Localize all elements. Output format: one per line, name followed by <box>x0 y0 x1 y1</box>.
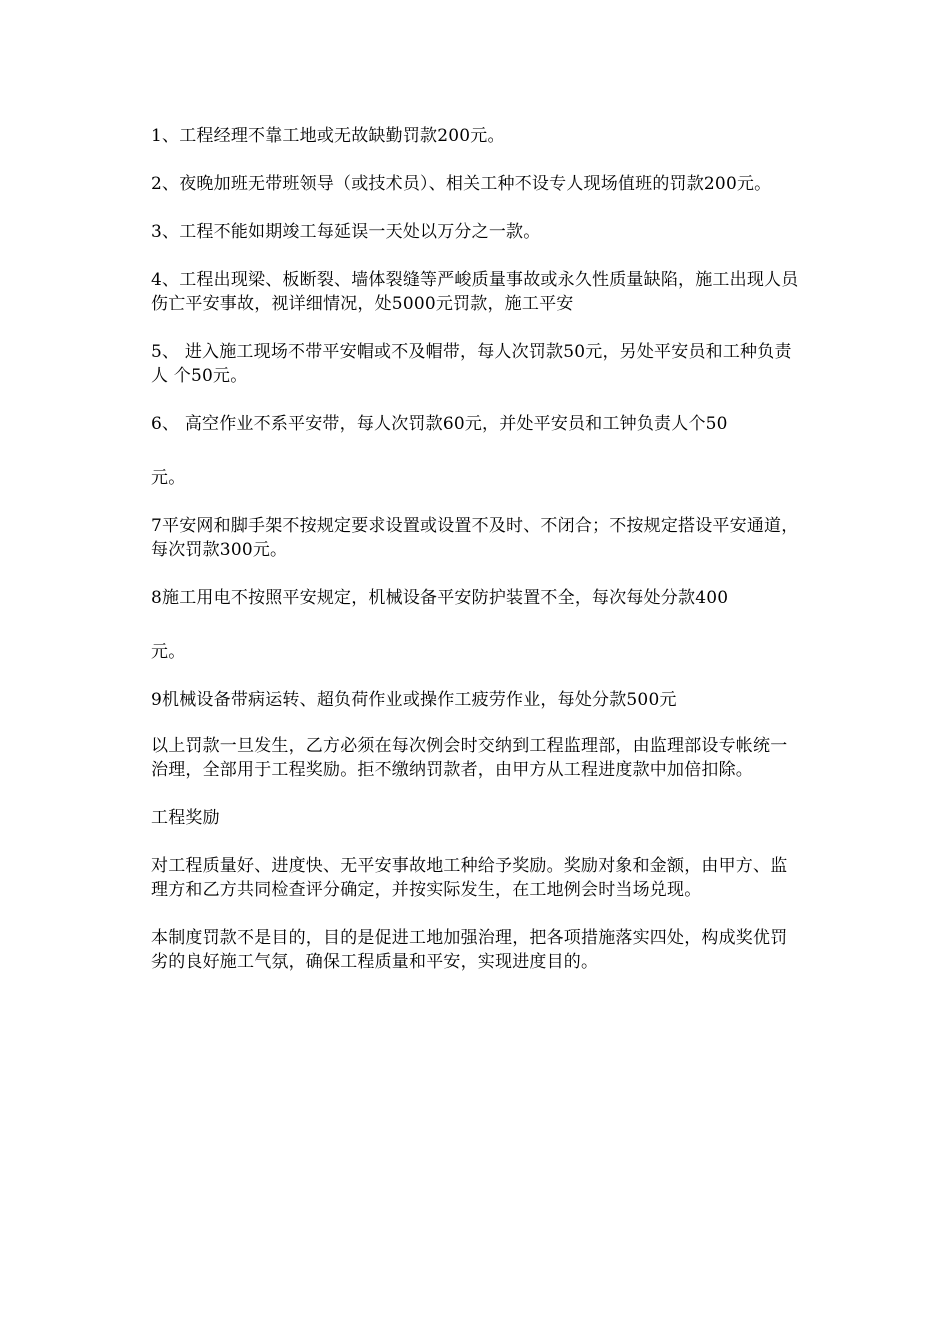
paragraph-penalty-2: 2、夜晚加班无带班领导（或技术员）、相关工种不设专人现场值班的罚款200元。 <box>151 174 772 194</box>
paragraph-rewards: 对工程质量好、进度快、无平安事故地工种给予奖励。奖励对象和金额，由甲方、监理方和乙方共同检查评分确定，并按实际发生，在工地例会时当场兑现。 <box>151 856 788 900</box>
paragraph-penalty-3: 3、工程不能如期竣工每延误一天处以万分之一款。 <box>151 222 541 242</box>
paragraph-penalty-6: 6、 高空作业不系平安带，每人次罚款60元，并处平安员和工钟负责人个50 <box>151 414 728 434</box>
paragraph-purpose: 本制度罚款不是目的，目的是促进工地加强治理，把各项措施落实四处，构成奖优罚劣的良好施工气氛，确保工程质量和平安，实现进度目的。 <box>151 928 788 972</box>
paragraph-penalty-5: 5、 进入施工现场不带平安帽或不及帽带，每人次罚款50元，另处平安员和工种负责人 个50元。 <box>151 342 792 386</box>
document-body <box>151 124 801 998</box>
paragraph-penalty-7: 7平安网和脚手架不按规定要求设置或设置不及时、不闭合；不按规定搭设平安通道，每次罚款300元。 <box>151 516 799 560</box>
paragraph-penalty-1: 1、工程经理不靠工地或无故缺勤罚款200元。 <box>151 126 505 146</box>
paragraph-penalty-4: 4、工程出现梁、板断裂、墙体裂缝等严峻质量事故或永久性质量缺陷，施工出现人员伤亡平安事故，视详细情况，处5000元罚款，施工平安 <box>151 270 799 314</box>
paragraph-penalty-9: 9机械设备带病运转、超负荷作业或操作工疲劳作业，每处分款500元 <box>151 690 677 710</box>
paragraph-penalty-6-continued: 元。 <box>151 468 186 488</box>
paragraph-penalty-8-continued: 元。 <box>151 642 186 662</box>
section-heading-rewards: 工程奖励 <box>151 808 220 828</box>
paragraph-penalty-8: 8施工用电不按照平安规定，机械设备平安防护装置不全，每次每处分款400 <box>151 588 729 608</box>
paragraph-fine-collection: 以上罚款一旦发生，乙方必须在每次例会时交纳到工程监理部，由监理部设专帐统一治理，全部用于工程奖励。拒不缴纳罚款者，由甲方从工程进度款中加倍扣除。 <box>151 736 788 780</box>
